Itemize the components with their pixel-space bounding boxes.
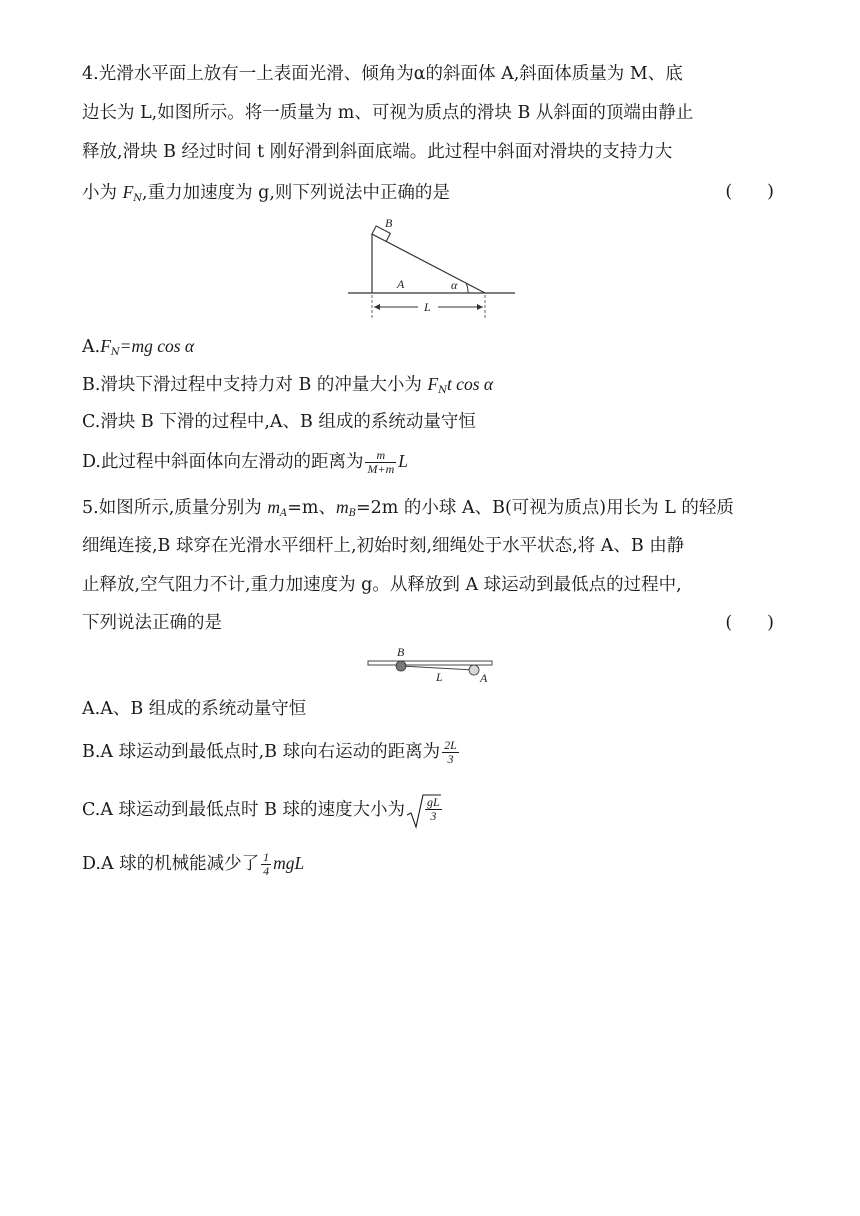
mass-symbol: m bbox=[335, 497, 349, 517]
rod-diagram bbox=[366, 645, 496, 687]
incline-diagram bbox=[340, 212, 520, 322]
q5-stem-line-2: 细绳连接,B 球穿在光滑水平细杆上,初始时刻,细绳处于水平状态,将 A、B 由静 bbox=[82, 536, 685, 556]
force-symbol: F bbox=[100, 336, 111, 356]
q5-stem-line-3: 止释放,空气阻力不计,重力加速度为 g。从释放到 A 球运动到最低点的过程中, bbox=[82, 575, 682, 595]
q4-option-b bbox=[82, 372, 493, 403]
label-a: A bbox=[480, 671, 488, 685]
ball-a bbox=[469, 665, 479, 675]
fraction-numerator: 2L bbox=[444, 738, 457, 752]
q4-option-d bbox=[82, 446, 408, 477]
fraction bbox=[425, 796, 442, 823]
q4-stem-line-4 bbox=[82, 180, 450, 211]
option-a-prefix: A. bbox=[82, 337, 101, 357]
fraction bbox=[365, 449, 396, 476]
q5-option-d bbox=[82, 848, 304, 879]
mass-symbol: m bbox=[267, 497, 280, 517]
label-l: L bbox=[436, 670, 443, 684]
q4-option-a bbox=[82, 334, 194, 365]
q4-stem-line-2: 边长为 L,如图所示。将一质量为 m、可视为质点的滑块 B 从斜面的顶端由静止 bbox=[82, 103, 694, 123]
mass-subscript: B bbox=[348, 508, 356, 519]
fraction-denominator: 3 bbox=[430, 809, 437, 823]
q5-option-a: A.A、B 组成的系统动量守恒 bbox=[82, 699, 307, 719]
q4-stem-line-3: 释放,滑块 B 经过时间 t 刚好滑到斜面底端。此过程中斜面对滑块的支持力大 bbox=[82, 142, 673, 162]
fraction-denominator: M+m bbox=[367, 462, 395, 476]
option-d-suffix: L bbox=[398, 451, 408, 471]
option-d-suffix: mgL bbox=[273, 853, 305, 873]
q4-stem-text: 小为 bbox=[82, 183, 123, 203]
q5-stem-text: =m、 bbox=[287, 498, 336, 518]
q5-option-b bbox=[82, 737, 461, 767]
force-symbol: F bbox=[427, 374, 439, 394]
fraction bbox=[261, 851, 271, 878]
option-b-text: B.A 球运动到最低点时,B 球向右运动的距离为 bbox=[82, 742, 441, 762]
force-subscript: N bbox=[438, 385, 447, 396]
mass-subscript: A bbox=[279, 508, 288, 519]
option-a-expression: =mg cos α bbox=[119, 336, 195, 356]
q5-stem-line-4: 下列说法正确的是 bbox=[82, 613, 222, 633]
option-d-text: D.A 球的机械能减少了 bbox=[82, 854, 260, 874]
q4-stem-text-end: ,重力加速度为 g,则下列说法中正确的是 bbox=[142, 183, 450, 203]
label-b: B bbox=[397, 645, 405, 659]
fraction bbox=[442, 739, 459, 766]
option-b-text: B.滑块下滑过程中支持力对 B 的冲量大小为 bbox=[82, 375, 428, 395]
q4-option-c: C.滑块 B 下滑的过程中,A、B 组成的系统动量守恒 bbox=[82, 412, 476, 432]
q5-stem-line-1 bbox=[82, 495, 734, 526]
q5-stem-text: 5.如图所示,质量分别为 bbox=[82, 498, 268, 518]
q5-answer-blank: ( ) bbox=[725, 613, 774, 633]
force-subscript: N bbox=[133, 193, 143, 204]
q5-option-c bbox=[82, 790, 444, 831]
q4-answer-blank: ( ) bbox=[725, 182, 774, 202]
label-alpha: α bbox=[451, 278, 458, 292]
q5-stem-text: =2m 的小球 A、B(可视为质点)用长为 L 的轻质 bbox=[355, 498, 734, 518]
fraction-denominator: 4 bbox=[263, 864, 270, 878]
option-d-text: D.此过程中斜面体向左滑动的距离为 bbox=[82, 452, 364, 472]
q4-stem-line-1: 4.光滑水平面上放有一上表面光滑、倾角为α的斜面体 A,斜面体质量为 M、底 bbox=[82, 64, 683, 84]
label-l: L bbox=[424, 300, 431, 314]
fraction-denominator: 3 bbox=[447, 752, 454, 766]
fraction-numerator: gL bbox=[427, 795, 440, 809]
option-c-text: C.A 球运动到最低点时 B 球的速度大小为 bbox=[82, 800, 406, 820]
fraction-numerator: m bbox=[365, 449, 396, 463]
label-a: A bbox=[397, 277, 405, 291]
fraction-numerator: 1 bbox=[263, 850, 270, 864]
force-symbol: F bbox=[122, 182, 134, 202]
force-subscript: N bbox=[110, 347, 120, 358]
label-b: B bbox=[385, 216, 393, 230]
ball-b bbox=[396, 661, 406, 671]
option-b-expression: t cos α bbox=[446, 374, 494, 394]
